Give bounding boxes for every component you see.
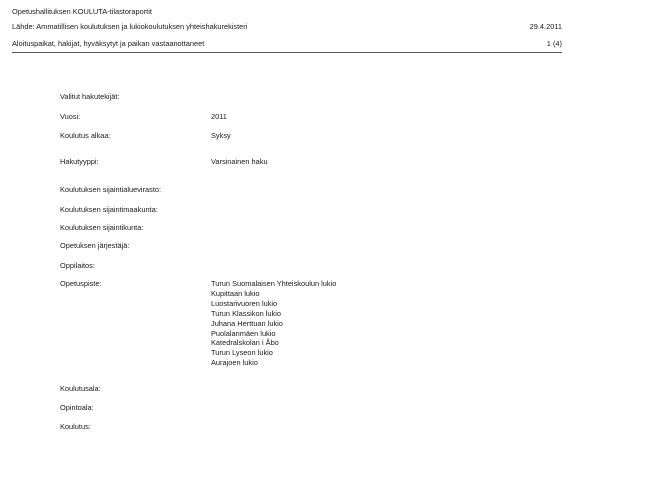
institution-label: Oppilaitos: (60, 261, 95, 270)
education-label: Koulutus: (60, 422, 91, 431)
list-item: Turun Klassikon lukio (211, 308, 281, 318)
list-item: Aurajoen lukio (211, 358, 258, 368)
start-term-label: Koulutus alkaa: (60, 131, 111, 140)
list-item: Katedralskolan i Åbo (211, 338, 279, 348)
municipality-label: Koulutuksen sijaintikunta: (60, 223, 144, 232)
application-type-label: Hakutyyppi: (60, 157, 99, 166)
list-item: Kupittaan lukio (211, 288, 260, 298)
teaching-point-list (211, 279, 336, 368)
report-org: Opetushallituksen KOULUTA-tilastoraportit (12, 7, 152, 16)
year-label: Vuosi: (60, 112, 81, 121)
report-source: Lähde: Ammatillisen koulutuksen ja lukiokoulutuksen yhteishakurekisteri (12, 22, 248, 31)
field-of-study-label: Opintoala: (60, 403, 94, 412)
list-item: Turun Lyseon lukio (211, 348, 273, 358)
application-type-value: Varsinainen haku (211, 157, 268, 166)
list-item: Turun Suomalaisen Yhteiskoulun lukio (211, 279, 337, 288)
report-title: Aloituspaikat, hakijat, hyväksytyt ja paikan vastaanottaneet (12, 39, 205, 48)
page-number: 1 (4) (546, 39, 562, 48)
report-date: 29.4.2011 (529, 22, 562, 31)
field-of-education-label: Koulutusala: (60, 384, 101, 393)
criteria-heading: Valitut hakutekijät: (60, 92, 120, 101)
province-label: Koulutuksen sijaintimaakunta: (60, 205, 158, 214)
list-item: Luostarivuoren lukio (211, 298, 278, 308)
list-item: Puolalanmäen lukio (211, 328, 276, 338)
teaching-point-label: Opetuspiste: (60, 279, 102, 288)
header-divider (12, 52, 562, 53)
list-item: Juhana Herttuan lukio (211, 318, 283, 328)
start-term-value: Syksy (211, 131, 231, 140)
education-provider-label: Opetuksen järjestäjä: (60, 241, 130, 250)
region-agency-label: Koulutuksen sijaintialuevirasto: (60, 185, 162, 194)
year-value: 2011 (211, 112, 227, 121)
